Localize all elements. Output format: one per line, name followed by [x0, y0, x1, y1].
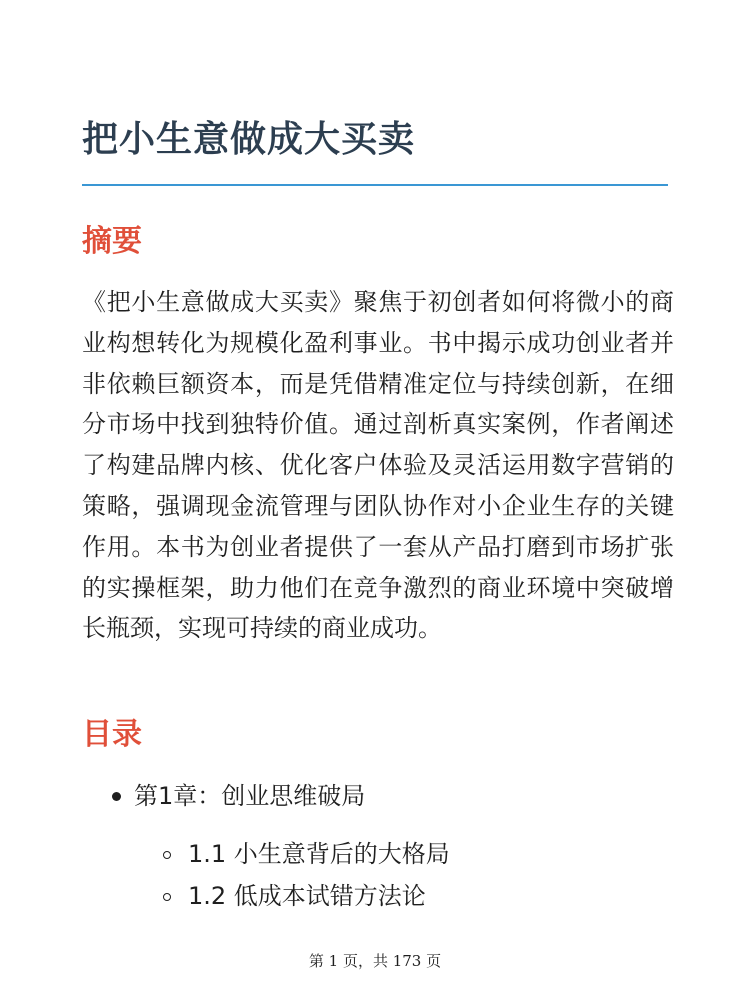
page-number-footer: 第 1 页，共 173 页	[308, 952, 442, 970]
toc-heading: 目录	[82, 717, 142, 752]
bullet-circle-icon	[163, 893, 171, 901]
toc-section-1-2[interactable]: 1.2 低成本试错方法论	[188, 882, 426, 910]
title-divider	[82, 184, 668, 186]
toc-section-1-1[interactable]: 1.1 小生意背后的大格局	[188, 840, 450, 868]
summary-paragraph: 《把小生意做成大买卖》聚焦于初创者如何将微小的商业构想转化为规模化盈利事业。书中揭示成功创业者并非依赖巨额资本，而是凭借精准定位与持续创新，在细分市场中找到独特价值。通过剖析真实案例，作者阐述了构建品牌内核、优化客户体验及灵活运用数字营销的策略，强调现金流管理与团队协作对小企业生存的关键作用。本书为创业者提供了一套从产品打磨到市场扩张的实操框架，助力他们在竞争激烈的商业环境中突破增长瓶颈，实现可持续的商业成功。	[82, 288, 674, 643]
summary-heading: 摘要	[82, 224, 142, 259]
bullet-disc-icon	[112, 792, 121, 801]
toc-chapter-1[interactable]: 第1章：创业思维破局	[134, 782, 366, 810]
book-title: 把小生意做成大买卖	[82, 119, 416, 160]
bullet-circle-icon	[163, 851, 171, 859]
